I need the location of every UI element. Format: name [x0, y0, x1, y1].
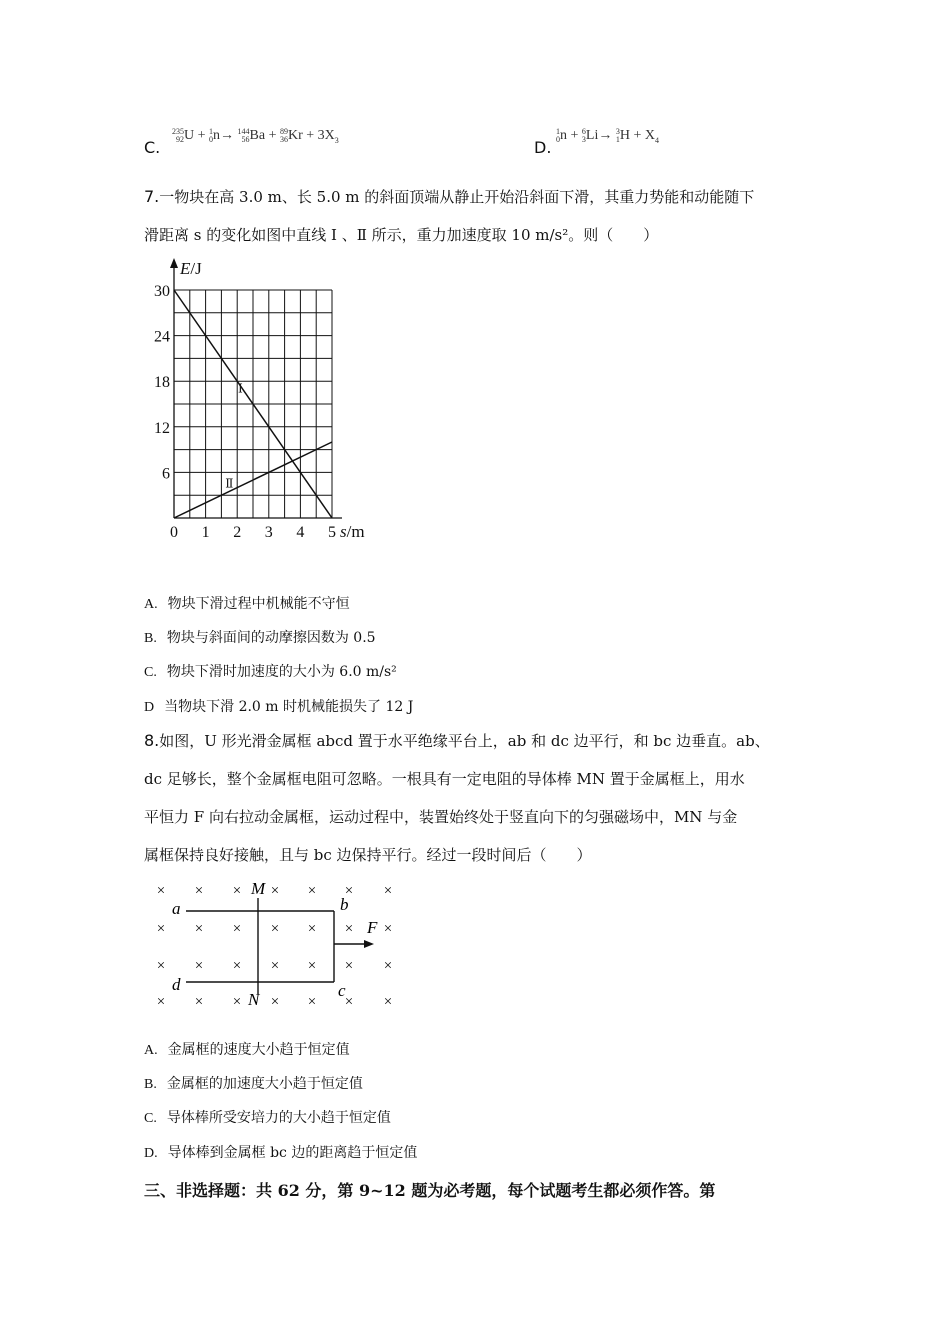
series-label: Ⅱ: [225, 476, 234, 491]
section-3-heading: 三、非选择题：共 62 分，第 9~12 题为必考题，每个试题考生都必须作答。第: [144, 1181, 716, 1200]
choice-label: C.: [144, 665, 157, 680]
y-tick-label: 6: [162, 465, 170, 483]
q6-option-c-formula: [172, 128, 339, 145]
field-cross: ×: [194, 921, 204, 937]
q6-option-c: [144, 138, 160, 157]
x-tick-label: 2: [233, 524, 242, 541]
q7-choice-d: [144, 697, 413, 718]
magnetic-field-crosses: [157, 883, 392, 1010]
x-axis-label: s/m: [340, 522, 365, 541]
field-cross: ×: [383, 994, 393, 1010]
question-8-line-2: dc 足够长，整个金属框电阻可忽略。一根具有一定电阻的导体棒 MN 置于金属框上，用水: [144, 770, 745, 788]
field-cross: ×: [344, 958, 354, 974]
magnetic-field-diagram: [148, 876, 408, 1016]
field-cross: ×: [232, 883, 242, 899]
field-cross: ×: [383, 883, 393, 899]
field-cross: ×: [270, 883, 280, 899]
x-tick-label: 4: [296, 524, 305, 541]
choice-text: 金属框的速度大小趋于恒定值: [167, 1042, 350, 1058]
question-number: 7.: [144, 187, 160, 206]
question-number: 8.: [144, 731, 160, 750]
choice-label: B.: [144, 1077, 157, 1092]
choice-text: 导体棒到金属框 bc 边的距离趋于恒定值: [167, 1145, 418, 1161]
label-b: b: [340, 895, 349, 914]
x-tick-label: 0: [170, 524, 178, 541]
y-tick-label: 18: [154, 374, 170, 392]
label-n: N: [248, 990, 260, 1009]
label-m: M: [251, 879, 266, 898]
question-7-line-2: 滑距离 s 的变化如图中直线 Ⅰ 、Ⅱ 所示，重力加速度取 10 m/s²。则（ ）: [144, 226, 659, 244]
q6-option-d-formula: [556, 128, 659, 145]
field-cross: ×: [307, 958, 317, 974]
choice-label: B.: [144, 631, 157, 646]
q8-choice-c: [144, 1108, 391, 1129]
choice-label: A.: [144, 597, 158, 612]
field-cross: ×: [270, 921, 280, 937]
x-tick-label: 1: [201, 524, 210, 541]
field-cross: ×: [156, 958, 166, 974]
q7-choice-b: [144, 628, 376, 649]
question-8-line-4: 属框保持良好接触，且与 bc 边保持平行。经过一段时间后（ ）: [144, 846, 592, 864]
chart-labels: [154, 259, 365, 541]
q6-option-d: [534, 138, 551, 157]
energy-distance-chart: [140, 256, 380, 546]
label-c: c: [338, 981, 346, 1000]
field-cross: ×: [383, 921, 393, 937]
y-tick-label: 12: [154, 419, 170, 437]
option-label: C.: [144, 138, 161, 157]
field-cross: ×: [307, 883, 317, 899]
choice-text: 物块下滑过程中机械能不守恒: [167, 596, 350, 612]
field-cross: ×: [156, 994, 166, 1010]
question-7: [144, 178, 814, 254]
question-text: 如图，U 形光滑金属框 abcd 置于水平绝缘平台上，ab 和 dc 边平行，和 bc 边垂直。ab、: [159, 732, 770, 750]
field-cross: ×: [307, 994, 317, 1010]
series-label: Ⅰ: [237, 381, 243, 396]
question-7-line-1: [144, 178, 814, 216]
question-8: [144, 722, 814, 874]
choice-label: D.: [144, 1146, 158, 1161]
choice-text: 金属框的加速度大小趋于恒定值: [166, 1076, 363, 1092]
field-cross: ×: [344, 994, 354, 1010]
q7-choice-c: [144, 662, 397, 683]
choice-label: C.: [144, 1111, 157, 1126]
field-cross: ×: [344, 883, 354, 899]
y-tick-label: 24: [154, 328, 170, 346]
label-f: F: [367, 918, 378, 937]
field-cross: ×: [156, 883, 166, 899]
y-tick-label: 30: [154, 283, 170, 300]
field-cross: ×: [383, 958, 393, 974]
question-8-line-3: 平恒力 F 向右拉动金属框，运动过程中，装置始终处于竖直向下的匀强磁场中，MN 与金: [144, 808, 738, 826]
q7-choice-a: [144, 594, 350, 615]
field-cross: ×: [156, 921, 166, 937]
nuclear-equation: 235 92U + 1 0n→ 144 56Ba + 89 $36Kr + 3X_3$: [172, 127, 339, 146]
question-8-line-1: [144, 722, 814, 760]
q8-choice-d: [144, 1143, 417, 1164]
field-cross: ×: [270, 994, 280, 1010]
nuclear-equation: 1 0n + 6 3Li→ 3 $1H + X_4$: [556, 127, 659, 146]
field-cross: ×: [344, 921, 354, 937]
label-a: a: [172, 899, 181, 918]
q8-choice-a: [144, 1040, 350, 1061]
field-cross: ×: [194, 883, 204, 899]
choice-label: A.: [144, 1043, 158, 1058]
option-label: D.: [534, 138, 552, 157]
q8-choice-b: [144, 1074, 363, 1095]
y-axis-label: E/J: [180, 259, 202, 278]
field-cross: ×: [194, 994, 204, 1010]
question-text: 一物块在高 3.0 m、长 5.0 m 的斜面顶端从静止开始沿斜面下滑，其重力势能和动能随下: [159, 188, 755, 206]
field-cross: ×: [194, 958, 204, 974]
x-tick-label: 3: [264, 524, 273, 541]
field-cross: ×: [232, 994, 242, 1010]
y-axis-arrowhead: [170, 258, 178, 268]
choice-label: D: [144, 700, 155, 715]
field-cross: ×: [232, 921, 242, 937]
force-arrowhead: [364, 940, 374, 948]
field-cross: ×: [232, 958, 242, 974]
choice-text: 物块与斜面间的动摩擦因数为 0.5: [166, 630, 376, 646]
choice-text: 当物块下滑 2.0 m 时机械能损失了 12 J: [164, 699, 414, 715]
field-cross: ×: [307, 921, 317, 937]
label-d: d: [172, 975, 181, 994]
x-tick-label: 5: [328, 524, 336, 541]
choice-text: 导体棒所受安培力的大小趋于恒定值: [166, 1110, 391, 1126]
field-cross: ×: [270, 958, 280, 974]
choice-text: 物块下滑时加速度的大小为 6.0 m/s²: [166, 664, 397, 680]
